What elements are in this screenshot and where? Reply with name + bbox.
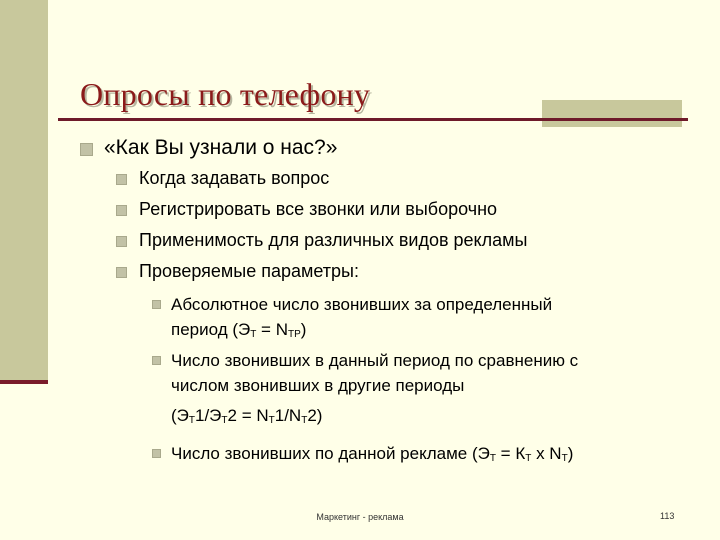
bullet-icon [116,267,127,278]
bullet-level3-line: числом звонивших в другие периоды [171,376,465,395]
formula-subscript: Т [188,415,195,426]
bullet-level2: Когда задавать вопрос [139,168,330,188]
bullet-icon [116,205,127,216]
bullet-icon [152,356,161,365]
formula-text: 2) [307,406,323,425]
bullet-level1: «Как Вы узнали о нас?» [104,136,338,159]
formula-subscript: Т [221,415,228,426]
bullet-level3-line: Число звонивших в данный период по сравнению с [171,351,579,370]
formula-subscript: Т [268,415,275,426]
formula-subscript: Т [561,453,568,464]
page-number: 113 [660,511,675,521]
formula-text: х N [531,444,562,463]
bullet-icon [152,449,161,458]
formula-text: 2 = N [227,406,269,425]
formula-text: ) [567,444,574,463]
formula-subscript: Т [525,453,532,464]
footer-title: Маркетинг - реклама [316,512,404,522]
bullet-level3-line [171,318,306,347]
formula-text: = К [495,444,526,463]
bullet-level2: Регистрировать все звонки или выборочно [139,199,498,219]
slide-title: Опросы по телефону [80,76,371,112]
formula-subscript: Т [301,415,308,426]
formula-text: ) [300,320,307,339]
formula-subscript: Т [489,453,496,464]
formula-subscript: Т [250,329,257,340]
bullet-icon [116,236,127,247]
formula-text: (Э [171,406,189,425]
bullet-level3-line [171,442,573,471]
bullet-level3-line: Абсолютное число звонивших за определенный [171,295,553,314]
formula-text: 1/Э [195,406,222,425]
formula-text: 1/N [274,406,302,425]
bullet-icon [116,174,127,185]
bullet-icon [80,143,93,156]
bullet-level2: Применимость для различных видов рекламы [139,230,528,250]
formula-text: = N [256,320,288,339]
bullet-level3-formula [171,404,322,433]
bullet-level2: Проверяемые параметры: [139,261,359,281]
formula-text: Число звонивших по данной рекламе (Э [171,444,490,463]
formula-subscript: ТР [287,329,301,340]
formula-text: период (Э [171,320,251,339]
bullet-icon [152,300,161,309]
